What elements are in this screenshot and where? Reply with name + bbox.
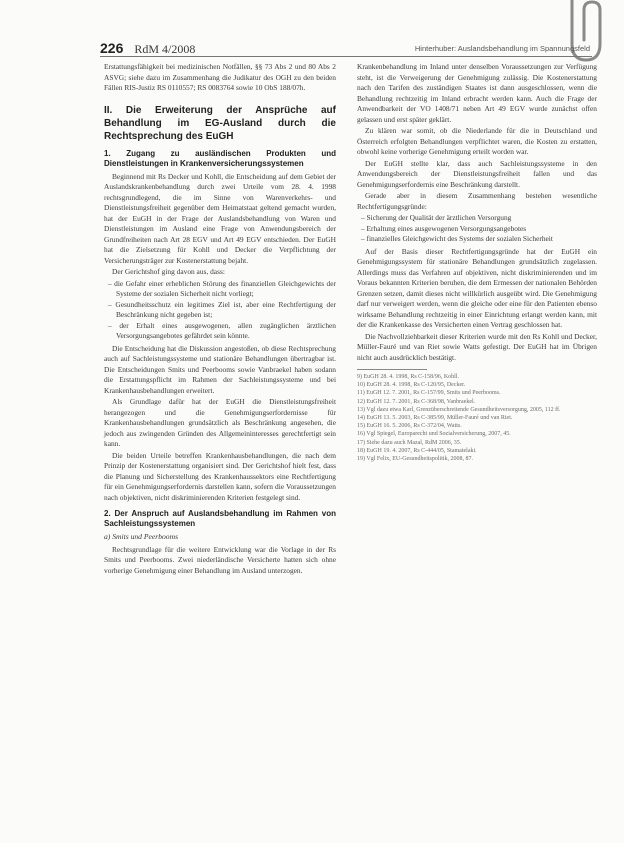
paragraph: Als Grundlage dafür hat der EuGH die Dienstleistungsfreiheit herangezogen und die Genehmigungserfordernisse für Krankenhausbehandlungen grundsätzlich als Beschränkung angesehen, die jedoch aus zwingenden Gründen des Allgemeininteresses gerechtfertigt sein kann. xyxy=(104,397,336,448)
list-item: – die Gefahr einer erheblichen Störung des finanziellen Gleichgewichts der Systeme der sozialen Sicherheit nicht vorliegt; xyxy=(114,279,336,300)
paragraph: Die Entscheidung hat die Diskussion angestoßen, ob diese Rechtsprechung auch auf Sachleistungssysteme und stationäre Behandlungen übertragbar ist. Die Entscheidungen Smits und Peerbooms sowie Vanbraekel haben sodann die Erstattungspflicht im Rahmen der Sachleistungssysteme und bei Krankenhausbehandlungen erweitert. xyxy=(104,343,336,395)
section-title: II. Die Erweiterung der Ansprüche auf Behandlung im EG-Ausland durch die Rechtsprechung des EuGH xyxy=(104,104,336,142)
subsection-title-1: 1. Zugang zu ausländischen Produkten und Dienstleistungen in Krankenversicherungssystemen xyxy=(104,148,336,168)
paragraph: Beginnend mit Rs Decker und Kohll, die Entscheidung auf dem Gebiet der Auslandskrankenbehandlung durch zwei Urteile vom 28. 4. 1998 rechtsgrundlegend, die im Sinne von Warenverkehrs- und Dienstleistungsfreiheit gegenüber dem Heimatstaat geltend gemacht wurden, hat der EuGH in der Frage der Auslandsbehandlung von Waren und Dienstleistungen im Ausland eine Frage von Anwendungsbereich der Grundfreiheiten nach Art 28 EGV und Art 49 EGV entschieden. Der EuGH hat die Zielsetzung für Kohll und Decker die Verpflichtung der Versicherungsträger zur Kostenerstattung bejaht. xyxy=(104,171,336,265)
footnote: 15) EuGH 16. 5. 2006, Rs C-372/04, Watts. xyxy=(357,423,462,430)
footnote: 11) EuGH 12. 7. 2001, Rs C-157/99, Smits und Peerbooms. xyxy=(357,390,501,397)
bullet-list xyxy=(104,279,336,342)
bullet-list xyxy=(357,213,597,245)
footnote: 10) EuGH 28. 4. 1998, Rs C-120/95, Decker. xyxy=(357,382,466,389)
intro-paragraph: Erstattungsfähigkeit bei medizinischen Notfällen, §§ 73 Abs 2 und 80 Abs 2 ASVG; siehe dazu im Zusammenhang die Judikatur des OGH zu den beiden Fällen RIS-Justiz RS 0110557; RS 0083764 sowie 10 ObS 188/07h. xyxy=(104,62,336,92)
running-header-left xyxy=(100,40,195,57)
list-item: – Erhaltung eines ausgewogenen Versorgungsangebotes xyxy=(367,224,597,235)
subsection-title-2a: a) Smits und Peerbooms xyxy=(104,532,179,541)
paragraph: Rechtsgrundlage für die weitere Entwicklung war die Vorlage in der Rs Smits und Peerbooms. Zwei niederländische Versicherte hatten sich ohne vorherige Genehmigung einer Behandlung im Ausland unterzogen. xyxy=(104,544,336,575)
paragraph: Die beiden Urteile betreffen Krankenhausbehandlungen, die nach dem Prinzip der Kostenerstattung organisiert sind. Der Gerichtshof hielt fest, dass die Planung und Sicherstellung des Krankenhaussektors eine Rechtfertigung für ein Genehmigungserfordernis darstellen kann, sofern die Voraussetzungen nach objektiven, nicht diskriminierenden Kriterien festgelegt sind. xyxy=(104,450,336,502)
footnote: 14) EuGH 13. 5. 2003, Rs C-385/99, Müller-Fauré und van Riet. xyxy=(357,415,513,422)
right-column xyxy=(357,62,597,463)
left-column xyxy=(104,62,336,577)
footnote: 13) Vgl dazu etwa Karl, Grenzüberschreitende Gesundheitsversorgung, 2005, 112 ff. xyxy=(357,406,561,413)
list-item: – Sicherung der Qualität der ärztlichen Versorgung xyxy=(367,213,597,224)
footnote: 18) EuGH 19. 4. 2007, Rs C-444/05, Stamatelaki. xyxy=(357,447,477,454)
paragraph: Zu klären war somit, ob die Niederlande für die in Deutschland und Österreich erfolgten Behandlungen verpflichtet waren, die Kosten zu erstatten, obwohl keine vorherige Genehmigung erteilt worden war. xyxy=(357,126,597,156)
paragraph: Auf der Basis dieser Rechtfertigungsgründe hat der EuGH ein Genehmigungssystem für stationäre Behandlungen grundsätzlich zugelassen. Allerdings muss das Verfahren auf objektiven, nicht diskriminierenden und im Voraus bekannten Kriterien beruhen, die dem Ermessen der nationalen Behörden Grenzen setzen, damit dieses nicht willkürlich ausgeübt wird. Die Genehmigung darf nur verweigert werden, wenn die gleiche oder eine für den Patienten ebenso wirksame Behandlung rechtzeitig in einer Einrichtung erlangt werden kann, mit der die Krankenkasse des Versicherten einen Vertrag geschlossen hat. xyxy=(357,246,597,329)
header-rule xyxy=(100,56,592,57)
list-item: – Gesundheitsschutz ein legitimes Ziel ist, aber eine Rechtfertigung der Beschränkung nicht gegeben ist; xyxy=(114,300,336,321)
paragraph: Gerade aber in diesem Zusammenhang bestehen wesentliche Rechtfertigungsgründe: xyxy=(357,191,597,211)
footnote: 16) Vgl Spiegel, Europarecht und Sozialversicherung, 2007, 45. xyxy=(357,431,511,438)
footnote-rule xyxy=(357,369,427,370)
page-number: 226 xyxy=(100,40,124,56)
paragraph: Die Nachvollziehbarkeit dieser Kriterien wurde mit den Rs Kohll und Decker, Müller-Fauré und van Riet sowie Watts gefestigt. Der EuGH hat im Übrigen nicht auch ausdrücklich bestätigt. xyxy=(357,331,597,362)
running-header-right: Hinterhuber: Auslandsbehandlung im Spannungsfeld xyxy=(414,44,590,53)
subsection-title-2: 2. Der Anspruch auf Auslandsbehandlung im Rahmen von Sachleistungssystemen xyxy=(104,509,336,528)
footnote: 17) Siehe dazu auch Mazal, RdM 2006, 35. xyxy=(357,439,462,446)
footnote: 9) EuGH 28. 4. 1998, Rs C-158/96, Kohll. xyxy=(357,374,459,380)
journal-issue: RdM 4/2008 xyxy=(134,42,196,56)
list-item: – der Erhalt eines ausgewogenen, allen zugänglichen ärztlichen Versorgungsangebotes gefährdet sein könnte. xyxy=(114,321,336,342)
paper-clip-icon xyxy=(560,0,610,70)
footnote: 19) Vgl Felix, EU-Gesundheitspolitik, 2008, 87. xyxy=(357,456,474,463)
paragraph: Der EuGH stellte klar, dass auch Sachleistungssysteme in den Anwendungsbereich der Dienstleistungsfreiheit fallen und das Genehmigungserfordernis eine Beschränkung darstellt. xyxy=(357,158,597,189)
list-item: – finanzielles Gleichgewicht des Systems der sozialen Sicherheit xyxy=(367,234,597,245)
paragraph: Krankenbehandlung im Inland unter denselben Voraussetzungen zur Verfügung steht, ist die Verweigerung der Genehmigung zulässig. Die Kostenerstattung nach den Tarifen des zuständigen Staates ist dann ausgeschlossen, wenn die Behandlung rechtzeitig im Inland erbracht werden kann. Auch die Frage der Anwendbarkeit der VO 1408/71 neben Art 49 EGV wurde zunächst offen gelassen und erst später geklärt. xyxy=(357,62,597,124)
footnotes xyxy=(357,373,597,463)
footnote: 12) EuGH 12. 7. 2001, Rs C-368/98, Vanbraekel. xyxy=(357,398,476,405)
list-intro: Der Gerichtshof ging davon aus, dass: xyxy=(112,267,225,276)
